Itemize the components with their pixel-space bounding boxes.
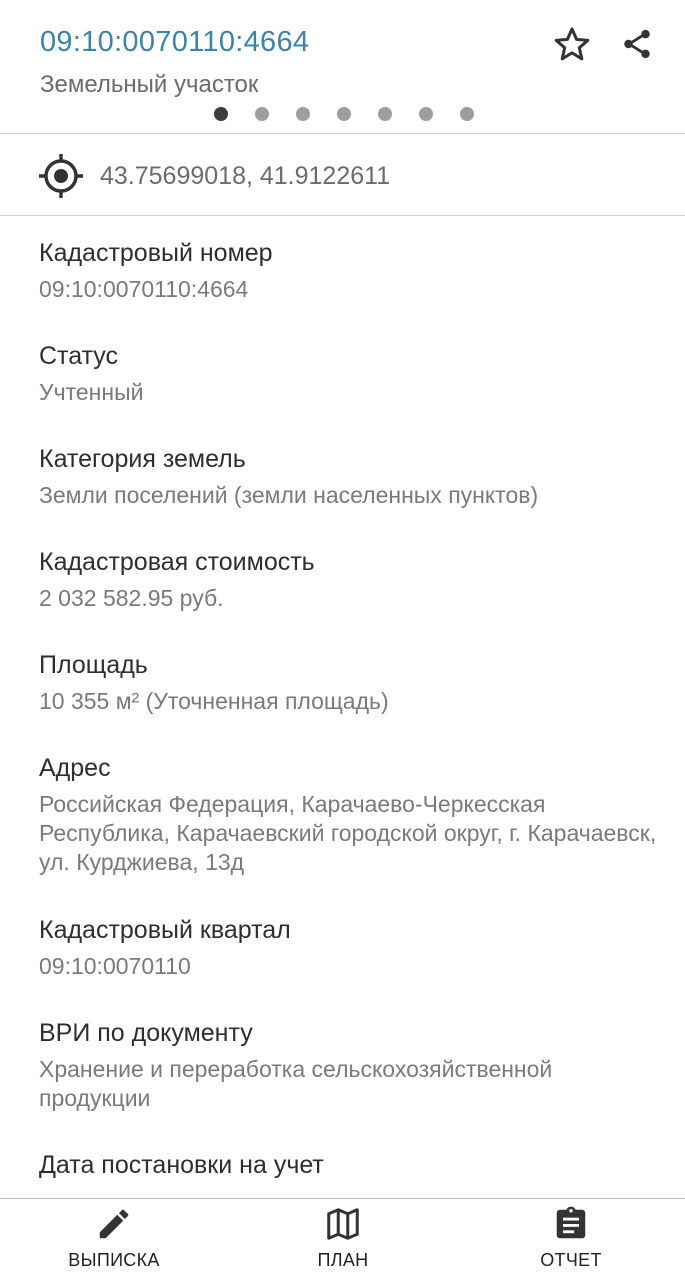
field-value: Российская Федерация, Карачаево-Черкесская Республика, Карачаевский городской округ, г. Карачаевск, ул. Курджиева, 13д [39,791,657,875]
page-dot[interactable] [337,107,351,121]
star-outline-icon [553,25,591,63]
nav-label: ОТЧЕТ [540,1250,602,1270]
field-label: Кадастровая стоимость [39,548,315,576]
field-value: 10 355 м² (Уточненная площадь) [39,688,389,714]
field-status [39,338,659,441]
page-dot[interactable] [255,107,269,121]
pencil-icon [94,1204,134,1244]
field-registration-date [39,1147,659,1183]
page-title: 09:10:0070110:4664 [40,26,310,58]
gps-target-icon [37,152,85,200]
field-value: 09:10:0070110:4664 [39,276,249,302]
field-label: ВРИ по документу [39,1019,253,1047]
page-dot[interactable] [460,107,474,121]
share-icon [620,27,654,61]
field-value: 2 032 582.95 руб. [39,585,224,611]
page-subtitle: Земельный участок [40,71,259,98]
page-dot[interactable] [419,107,433,121]
field-area [39,647,659,750]
clipboard-icon [551,1204,591,1244]
coordinates-row[interactable] [0,135,685,215]
field-land-category [39,441,659,544]
property-fields [39,235,659,1183]
divider [0,215,685,216]
field-address [39,750,659,912]
field-label: Кадастровый номер [39,239,273,267]
coordinates-text: 43.75699018, 41.9122611 [100,162,391,190]
page-dot[interactable] [214,107,228,121]
page-dot[interactable] [378,107,392,121]
field-label: Адрес [39,754,111,782]
divider [0,133,685,134]
field-label: Статус [39,342,119,370]
nav-label: ВЫПИСКА [68,1250,160,1270]
page-dot[interactable] [296,107,310,121]
field-value: 09:10:0070110 [39,953,191,979]
map-icon [323,1204,363,1244]
field-label: Площадь [39,651,148,679]
field-label: Категория земель [39,445,246,473]
nav-extract-button[interactable] [64,1199,164,1280]
header [0,0,685,134]
nav-label: ПЛАН [317,1250,369,1270]
field-permitted-use [39,1015,659,1147]
field-label: Кадастровый квартал [39,916,291,944]
nav-report-button[interactable] [521,1199,621,1280]
field-cadastral-quarter [39,912,659,1015]
field-cadastral-value [39,544,659,647]
bottom-navigation [0,1198,685,1280]
field-value: Хранение и переработка сельскохозяйственной продукции [39,1056,553,1111]
field-value: Земли поселений (земли населенных пунктов) [39,482,539,508]
share-button[interactable] [615,22,659,66]
page-indicator [214,107,474,121]
field-value: Учтенный [39,379,144,405]
favorite-button[interactable] [550,22,594,66]
nav-plan-button[interactable] [293,1199,393,1280]
field-label: Дата постановки на учет [39,1151,324,1179]
field-cadastral-number [39,235,659,338]
